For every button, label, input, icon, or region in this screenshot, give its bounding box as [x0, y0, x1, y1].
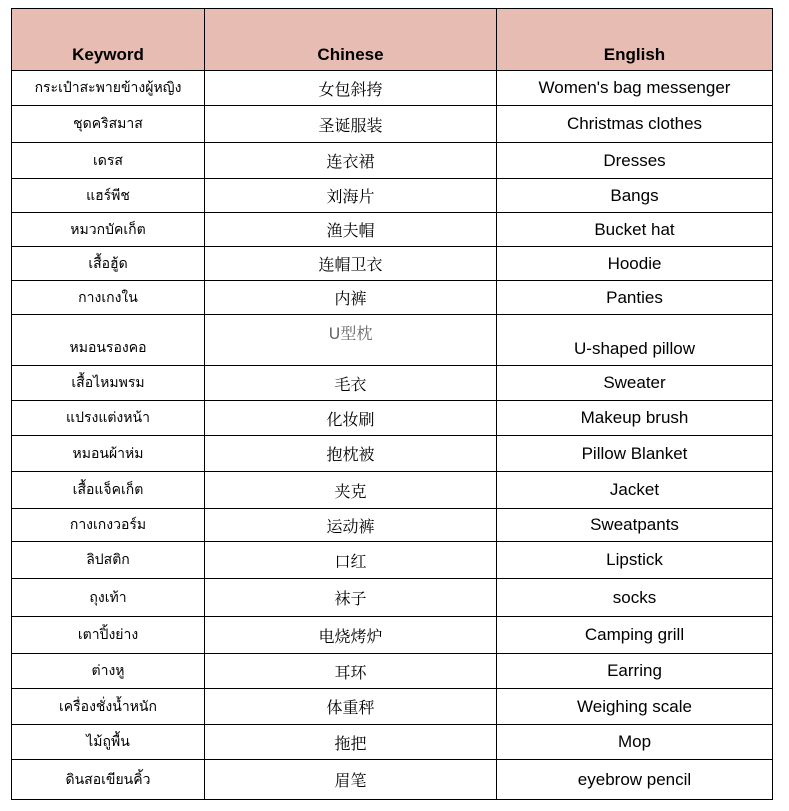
english-cell: Sweater — [497, 366, 773, 401]
table-row — [12, 143, 773, 179]
table-row — [12, 366, 773, 401]
keyword-cell: หมอนรองคอ — [12, 315, 205, 366]
table-row — [12, 579, 773, 617]
keyword-cell: ชุดคริสมาส — [12, 106, 205, 143]
chinese-cell: 化妆刷 — [205, 401, 497, 436]
table-row — [12, 689, 773, 725]
chinese-cell: 运动裤 — [205, 509, 497, 542]
keyword-cell: เสื้อแจ็คเก็ต — [12, 472, 205, 509]
keyword-cell: กางเกงใน — [12, 281, 205, 315]
keyword-cell: เดรส — [12, 143, 205, 179]
table-row — [12, 617, 773, 654]
english-cell: Camping grill — [497, 617, 773, 654]
keyword-cell: หมอนผ้าห่ม — [12, 436, 205, 472]
chinese-cell: 电烧烤炉 — [205, 617, 497, 654]
header-chinese: Chinese — [205, 9, 497, 71]
english-cell: Bucket hat — [497, 213, 773, 247]
header-english: English — [497, 9, 773, 71]
keyword-cell: เสื้อฮู้ด — [12, 247, 205, 281]
table-row — [12, 106, 773, 143]
english-cell: Pillow Blanket — [497, 436, 773, 472]
table-row — [12, 281, 773, 315]
table-row — [12, 436, 773, 472]
keyword-cell: แปรงแต่งหน้า — [12, 401, 205, 436]
keyword-cell: ต่างหู — [12, 654, 205, 689]
table-row — [12, 71, 773, 106]
table-row — [12, 760, 773, 800]
table-row — [12, 654, 773, 689]
english-cell: U-shaped pillow — [497, 315, 773, 366]
chinese-cell: 刘海片 — [205, 179, 497, 213]
chinese-cell: 圣诞服装 — [205, 106, 497, 143]
english-cell: Earring — [497, 654, 773, 689]
keyword-table — [11, 8, 773, 800]
header-keyword: Keyword — [12, 9, 205, 71]
english-cell: Weighing scale — [497, 689, 773, 725]
english-cell: Bangs — [497, 179, 773, 213]
english-cell: Sweatpants — [497, 509, 773, 542]
english-cell: Jacket — [497, 472, 773, 509]
english-cell: Panties — [497, 281, 773, 315]
table-row — [12, 315, 773, 366]
table-body — [12, 71, 773, 800]
english-cell: Hoodie — [497, 247, 773, 281]
keyword-cell: เสื้อไหมพรม — [12, 366, 205, 401]
chinese-cell: 袜子 — [205, 579, 497, 617]
chinese-cell: 渔夫帽 — [205, 213, 497, 247]
chinese-cell: 夹克 — [205, 472, 497, 509]
keyword-cell: กางเกงวอร์ม — [12, 509, 205, 542]
english-cell: Dresses — [497, 143, 773, 179]
english-cell: Mop — [497, 725, 773, 760]
english-cell: Women's bag messenger — [497, 71, 773, 106]
keyword-cell: ถุงเท้า — [12, 579, 205, 617]
keyword-cell: หมวกบัคเก็ต — [12, 213, 205, 247]
keyword-cell: เครื่องชั่งน้ำหนัก — [12, 689, 205, 725]
chinese-cell: 女包斜挎 — [205, 71, 497, 106]
chinese-cell: 口红 — [205, 542, 497, 579]
chinese-cell: 毛衣 — [205, 366, 497, 401]
chinese-cell: 耳环 — [205, 654, 497, 689]
english-cell: eyebrow pencil — [497, 760, 773, 800]
table-row — [12, 472, 773, 509]
table-row — [12, 401, 773, 436]
table-row — [12, 247, 773, 281]
table-row — [12, 542, 773, 579]
chinese-cell: 体重秤 — [205, 689, 497, 725]
chinese-cell: 抱枕被 — [205, 436, 497, 472]
keyword-cell: ดินสอเขียนคิ้ว — [12, 760, 205, 800]
english-cell: Makeup brush — [497, 401, 773, 436]
chinese-cell: 连衣裙 — [205, 143, 497, 179]
english-cell: Lipstick — [497, 542, 773, 579]
english-cell: socks — [497, 579, 773, 617]
chinese-cell: 连帽卫衣 — [205, 247, 497, 281]
header-row — [12, 9, 773, 71]
keyword-cell: ลิปสติก — [12, 542, 205, 579]
chinese-cell: U型枕 — [205, 315, 497, 366]
table-row — [12, 179, 773, 213]
keyword-cell: ไม้ถูพื้น — [12, 725, 205, 760]
chinese-cell: 眉笔 — [205, 760, 497, 800]
chinese-cell: 拖把 — [205, 725, 497, 760]
table-row — [12, 725, 773, 760]
keyword-cell: แฮร์พีช — [12, 179, 205, 213]
english-cell: Christmas clothes — [497, 106, 773, 143]
table-row — [12, 509, 773, 542]
table-row — [12, 213, 773, 247]
chinese-cell: 内裤 — [205, 281, 497, 315]
keyword-cell: กระเป๋าสะพายข้างผู้หญิง — [12, 71, 205, 106]
keyword-cell: เตาปิ้งย่าง — [12, 617, 205, 654]
